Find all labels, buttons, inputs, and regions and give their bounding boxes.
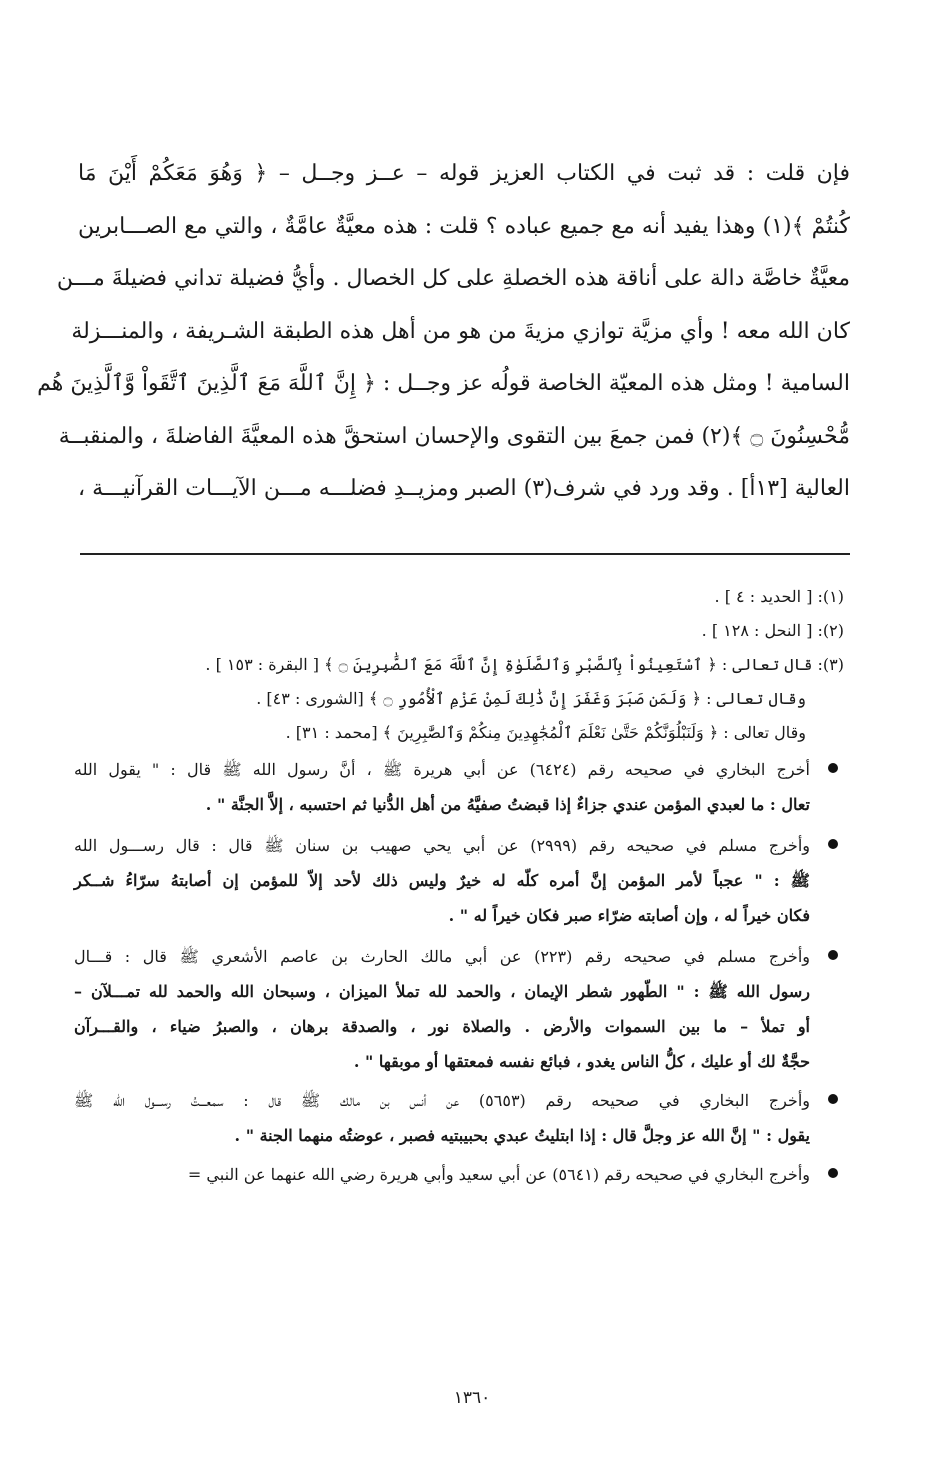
hadith-line: حجَّةٌ لك أو عليك ، كلُّ الناس يغدو ، فبائع نفسه فمعتقها أو موبقها " . (353, 1052, 810, 1071)
main-text-line: السامية ! ومثل هذه المعيّة الخاصة قولُه عز وجــل : ﴿ إِنَّ ٱللَّهَ مَعَ ٱلَّذِينَ ٱتَّقَواْ وَّٱلَّذِينَ هُم (37, 371, 850, 396)
hadith-line: وأخرج البخاري في صحيحه رقم (٥٦٥٣) عن أنس بن مالك ﷺ قال : سمعـــتُ رســـول الله ﷺ (74, 1091, 810, 1110)
hadith-line: وأخرج مسلم في صحيحه رقم (٢٢٣) عن أبي مالك الحارث بن عاصم الأشعري ﷺ قال : قـــال (74, 947, 810, 966)
footnote-3-continued: وقال تعالى : ﴿ وَلَمَن صَبَرَ وَغَفَرَ إِنَّ ذَٰلِكَ لَمِنْ عَزْمِ ٱلْأُمُورِ ۝ ﴾ [الشورى : ٤٣] . (256, 689, 806, 708)
page-number: ١٣٦٠ (453, 1388, 491, 1408)
footnote-1: (١): [ الحديد : ٤ ] . (714, 587, 844, 606)
main-text-line: فإن قلت : قد ثبت في الكتاب العزيز قوله – عــز وجــل – ﴿ وَهُوَ مَعَكُمْ أَيْنَ مَا (78, 161, 850, 186)
main-text (37, 148, 850, 516)
bullet-icon (828, 763, 838, 773)
hadith-note (74, 1157, 850, 1192)
main-text-line: العالية [١٣أ] . وقد ورد في شرف(٣) الصبر ومزيــدِ فضلـــه مـــن الآيـــات القرآنيـــة ، (78, 476, 850, 501)
hadith-line: يقول : " إنَّ الله عز وجلَّ قال : إذا ابتليتُ عبدي بحبيبتيه فصبر ، عوضتُه منهما الجنة " . (234, 1126, 810, 1145)
footnote-2: (٢): [ النحل : ١٢٨ ] . (701, 621, 844, 640)
hadith-line: ﷺ : " عجباً لأمر المؤمن إنَّ أمره كلّه له خيرٌ وليس ذلك لأحد إلاّ للمؤمن إن أصابتهُ سرّاءُ شــكر (74, 871, 810, 890)
hadith-note (74, 1083, 850, 1153)
hadith-note (74, 939, 850, 1079)
footnotes (74, 580, 850, 1192)
bullet-icon (828, 1094, 838, 1104)
hadith-line: وأخرج البخاري في صحيحه رقم (٥٦٤١) عن أبي سعيد وأبي هريرة رضي الله عنهما عن النبي = (187, 1165, 810, 1184)
hadith-line: وأخرج مسلم في صحيحه رقم (٢٩٩٩) عن أبي يحي صهيب بن سنان ﷺ قال : قال رســـول الله (74, 836, 810, 855)
hadith-note (74, 752, 850, 822)
hadith-line: أخرج البخاري في صحيحه رقم (٦٤٢٤) عن أبي هريرة ﷺ ، أنَّ رسول الله ﷺ قال : " يقول الله (74, 760, 811, 779)
hadith-line: رسول الله ﷺ : " الطّهور شطر الإيمان ، والحمد لله تملأ الميزان ، وسبحان الله والحمد لله تمـــلآن – (74, 982, 810, 1001)
main-text-line: كان الله معه ! وأي مزيَّة توازي مزيةَ من هو من أهل هذه الطبقة الشـريفة ، والمنـــزلة (71, 318, 850, 344)
footnote-separator (80, 553, 850, 555)
footnote-3-continued: وقال تعالى : ﴿ وَلَنَبْلُوَنَّكُمْ حَتَّىٰ نَعْلَمَ ٱلْمُجَٰهِدِينَ مِنكُمْ وَٱلصَّٰبِرِينَ ﴾ [محمد : ٣١] . (285, 723, 806, 742)
main-text-line: معيَّةٌ خاصَّة دالة على أناقة هذه الخصلةِ على كل الخصال . وأيُّ فضيلة تداني فضيلةَ مـــن (56, 266, 850, 291)
hadith-line: فكان خيراً له ، وإن أصابته ضرّاء صبر فكان خيراً له " . (448, 906, 810, 925)
bullet-icon (828, 839, 838, 849)
bullet-icon (828, 950, 838, 960)
footnote-3: (٣): قال تعالى : ﴿ ٱسْتَعِينُواْ بِٱلصَّبْرِ وَٱلصَّلَوٰةِ إِنَّ ٱللَّهَ مَعَ ٱلصَّٰبِرِينَ ۝ ﴾ [ البقرة : ١٥٣ ] . (205, 655, 844, 674)
main-text-line: كُنتُمْ ﴾(١) وهذا يفيد أنه مع جميع عباده ؟ قلت : هذه معيَّةٌ عامَّةٌ ، والتي مع الصـــابرين (78, 213, 850, 239)
bullet-icon (828, 1168, 838, 1178)
main-text-line: مُّحْسِنُونَ ۝ ﴾(٢) فمن جمعَ بين التقوى والإحسان استحقَّ هذه المعيَّةَ الفاضلةَ ، والمنقبــة (58, 423, 850, 449)
hadith-line: تعال : ما لعبدي المؤمن عندي جزاءٌ إذا قبضتُ صفيَّهُ من أهل الدُّنيا ثم احتسبه ، إلاَّ الجنَّة " . (205, 795, 810, 814)
hadith-line: أو تملأ – ما بين السموات والأرض . والصلاة نور ، والصدقة برهان ، والصبرُ ضياء ، والقـــرآن (74, 1017, 811, 1036)
hadith-note (74, 828, 850, 933)
